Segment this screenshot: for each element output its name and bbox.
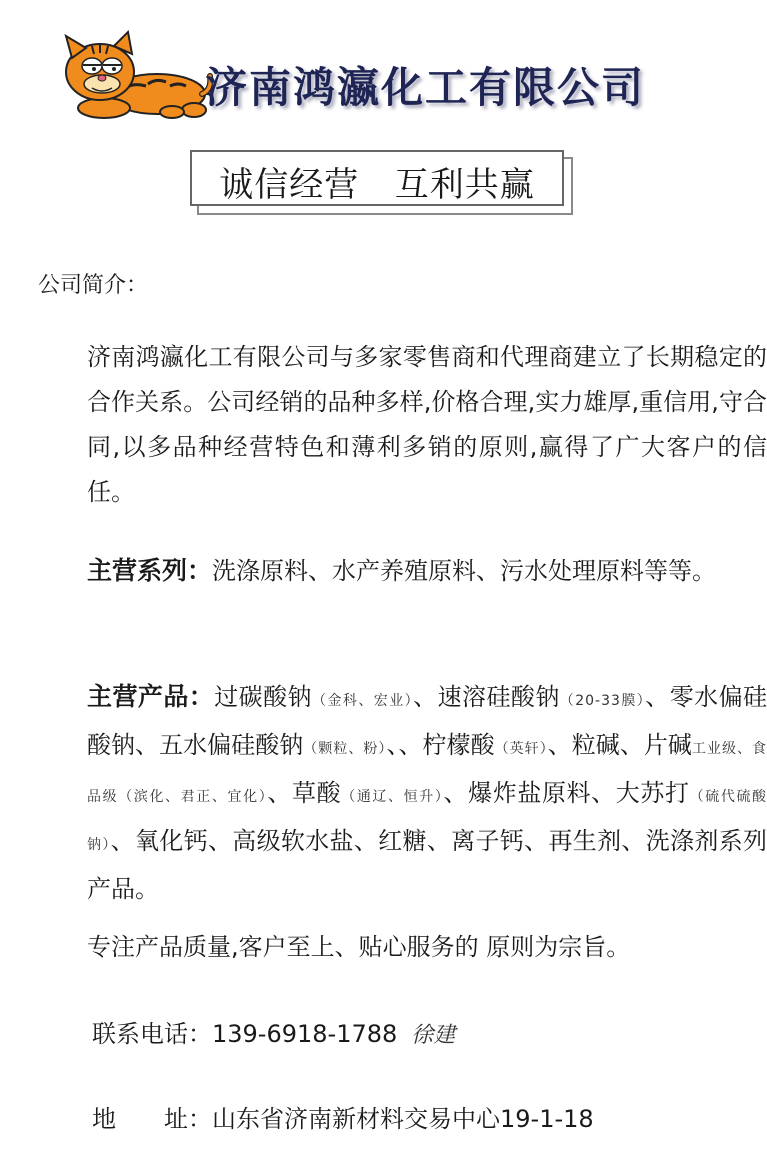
cartoon-cat-logo-icon	[52, 28, 212, 124]
product-separator: 、	[443, 779, 469, 807]
phone-line	[92, 1014, 455, 1049]
series-label: 主营系列：	[87, 556, 213, 585]
motto: 专注产品质量,客户至上、贴心服务的 原则为宗旨。	[87, 933, 631, 961]
product-note: （20-33膜）	[559, 693, 646, 709]
contact-name: 徐建	[411, 1023, 456, 1048]
product-note: 工业级、食品级（滨化、君正、宜化）	[87, 741, 767, 805]
product-item: 粒碱、片碱	[571, 731, 692, 759]
product-note: （金科、宏业）	[312, 693, 414, 709]
address-label: 地 址：	[92, 1105, 212, 1133]
product-separator: 、	[110, 827, 135, 855]
intro-heading: 公司简介：	[38, 273, 149, 298]
address-value: 山东省济南新材料交易中心19-1-18	[212, 1105, 594, 1133]
phone-label: 联系电话：	[92, 1020, 212, 1048]
product-note: （英轩）	[494, 741, 548, 757]
product-note: （颗粒、粉）	[303, 741, 387, 757]
product-item: 氧化钙、高级软水盐、红糖、离子钙、再生剂、洗涤剂系列产品。	[87, 827, 767, 903]
intro-paragraph: 济南鸿瀛化工有限公司与多家零售商和代理商建立了长期稳定的合作关系。公司经销的品种多样,价格合理,实力雄厚,重信用,守合同,以多品种经营特色和薄利多销的原则,赢得了广大客户的信任。	[87, 343, 767, 506]
address-line	[92, 1099, 594, 1134]
product-note: （通辽、恒升）	[341, 789, 444, 805]
product-item: 柠檬酸	[422, 731, 495, 759]
product-separator: 、	[413, 683, 438, 711]
products-paragraph	[35, 675, 767, 911]
product-separator: 、、	[386, 731, 423, 759]
product-separator: 、	[267, 779, 292, 807]
slogan-box	[190, 150, 564, 206]
product-separator: 、	[547, 731, 572, 759]
product-item: 爆炸盐原料、大苏打	[468, 779, 690, 807]
product-separator: 、	[645, 683, 670, 711]
slogan: 诚信经营 互利共赢	[219, 165, 535, 205]
product-item: 零水偏硅酸钠、五水偏硅酸钠	[87, 683, 767, 759]
series-text: 洗涤原料、水产养殖原料、污水处理原料等等。	[212, 557, 717, 585]
product-item: 草酸	[291, 779, 342, 807]
product-note: （硫代硫酸钠）	[87, 789, 767, 853]
company-name: 济南鸿瀛化工有限公司	[205, 63, 646, 112]
product-item: 过碳酸钠	[214, 683, 312, 711]
series-paragraph	[35, 548, 767, 594]
products-label: 主营产品：	[87, 682, 215, 711]
product-item: 速溶硅酸钠	[437, 683, 560, 711]
phone-number: 139-6918-1788	[212, 1020, 398, 1048]
